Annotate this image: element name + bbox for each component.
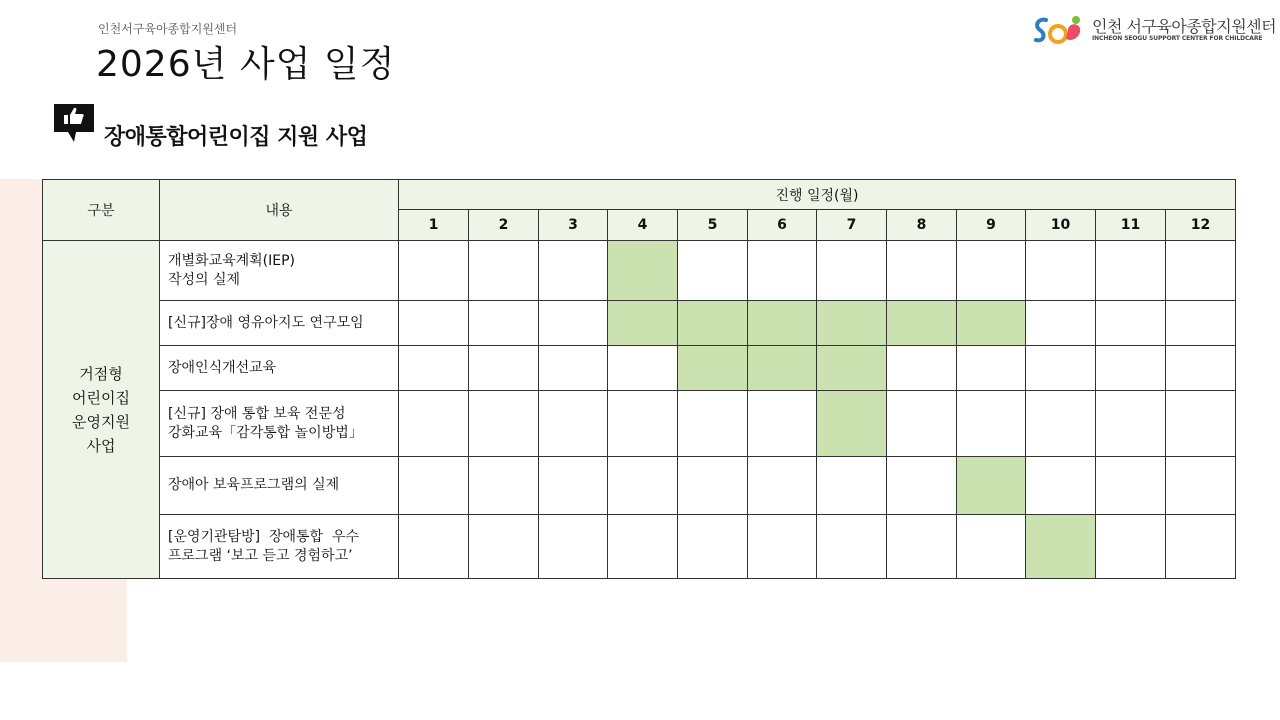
org-name-small: 인천서구육아종합지원센터	[98, 22, 238, 36]
schedule-cell-active	[887, 301, 957, 346]
schedule-cell	[1096, 241, 1166, 301]
schedule-cell	[399, 391, 469, 457]
schedule-cell	[957, 346, 1026, 391]
schedule-cell	[399, 457, 469, 515]
schedule-cell	[678, 457, 748, 515]
schedule-cell	[887, 391, 957, 457]
schedule-cell	[1026, 346, 1096, 391]
schedule-cell	[608, 457, 678, 515]
schedule-cell	[1026, 457, 1096, 515]
schedule-cell	[1166, 301, 1236, 346]
schedule-cell	[817, 515, 887, 579]
content-cell: [운영기관탐방] 장애통합 우수 프로그램 ‘보고 듣고 경험하고’	[160, 515, 399, 579]
month-header-9: 9	[957, 210, 1026, 241]
schedule-cell	[469, 241, 539, 301]
schedule-cell	[1096, 391, 1166, 457]
schedule-cell	[887, 241, 957, 301]
schedule-cell	[539, 346, 608, 391]
schedule-cell	[678, 241, 748, 301]
schedule-cell	[469, 391, 539, 457]
schedule-cell	[399, 515, 469, 579]
schedule-cell	[817, 457, 887, 515]
logo-text: 인천 서구육아종합지원센터	[1092, 17, 1277, 36]
schedule-cell	[817, 241, 887, 301]
month-header-6: 6	[748, 210, 817, 241]
content-cell: 장애아 보육프로그램의 실제	[160, 457, 399, 515]
schedule-cell	[469, 457, 539, 515]
schedule-cell	[399, 241, 469, 301]
month-header-4: 4	[608, 210, 678, 241]
schedule-cell	[1096, 301, 1166, 346]
month-header-3: 3	[539, 210, 608, 241]
schedule-cell	[957, 391, 1026, 457]
table-row	[43, 301, 1236, 346]
schedule-cell	[608, 515, 678, 579]
schedule-cell-active	[748, 301, 817, 346]
schedule-cell	[608, 391, 678, 457]
schedule-table	[42, 179, 1236, 579]
schedule-cell	[748, 391, 817, 457]
schedule-cell	[887, 515, 957, 579]
schedule-cell	[678, 515, 748, 579]
category-cell: 거점형 어린이집 운영지원 사업	[43, 241, 160, 579]
table-row	[43, 457, 1236, 515]
schedule-cell	[399, 346, 469, 391]
schedule-cell	[748, 241, 817, 301]
month-header-11: 11	[1096, 210, 1166, 241]
schedule-cell	[678, 391, 748, 457]
schedule-cell-active	[1026, 515, 1096, 579]
content-cell: 장애인식개선교육	[160, 346, 399, 391]
schedule-cell-active	[957, 457, 1026, 515]
schedule-cell	[1166, 391, 1236, 457]
month-header-5: 5	[678, 210, 748, 241]
schedule-cell	[1166, 457, 1236, 515]
schedule-cell	[608, 346, 678, 391]
schedule-cell	[469, 301, 539, 346]
schedule-cell	[539, 301, 608, 346]
month-header-7: 7	[817, 210, 887, 241]
schedule-cell-active	[678, 346, 748, 391]
month-header-2: 2	[469, 210, 539, 241]
schedule-cell-active	[748, 346, 817, 391]
logo-mark-icon	[1032, 12, 1090, 48]
schedule-cell	[469, 515, 539, 579]
schedule-cell	[1166, 241, 1236, 301]
schedule-cell-active	[678, 301, 748, 346]
schedule-cell	[748, 515, 817, 579]
schedule-cell	[539, 515, 608, 579]
section-title: 장애통합어린이집 지원 사업	[104, 125, 368, 150]
schedule-cell	[539, 391, 608, 457]
month-header-10: 10	[1026, 210, 1096, 241]
schedule-cell	[1166, 346, 1236, 391]
schedule-cell	[399, 301, 469, 346]
schedule-cell-active	[817, 301, 887, 346]
schedule-cell	[469, 346, 539, 391]
schedule-cell	[1026, 391, 1096, 457]
table-row	[43, 391, 1236, 457]
schedule-cell	[1096, 346, 1166, 391]
schedule-cell	[748, 457, 817, 515]
schedule-cell-active	[817, 346, 887, 391]
schedule-cell	[1096, 515, 1166, 579]
header-category: 구분	[43, 180, 160, 241]
schedule-cell	[1026, 241, 1096, 301]
schedule-cell	[539, 241, 608, 301]
table-row	[43, 515, 1236, 579]
schedule-cell	[957, 241, 1026, 301]
schedule-cell	[1026, 301, 1096, 346]
thumbs-up-icon	[52, 102, 96, 144]
schedule-cell-active	[608, 301, 678, 346]
logo-subtext: INCHEON SEOGU SUPPORT CENTER FOR CHILDCARE	[1092, 35, 1263, 42]
schedule-cell-active	[957, 301, 1026, 346]
content-cell: 개별화교육계획(IEP) 작성의 실제	[160, 241, 399, 301]
schedule-cell	[1166, 515, 1236, 579]
center-logo	[1032, 12, 1277, 48]
header-schedule: 진행 일정(월)	[399, 180, 1236, 210]
schedule-cell	[957, 515, 1026, 579]
schedule-cell	[1096, 457, 1166, 515]
month-header-12: 12	[1166, 210, 1236, 241]
schedule-cell	[887, 457, 957, 515]
content-cell: [신규] 장애 통합 보육 전문성 강화교육「감각통합 놀이방법」	[160, 391, 399, 457]
month-header-8: 8	[887, 210, 957, 241]
content-cell: [신규]장애 영유아지도 연구모임	[160, 301, 399, 346]
schedule-cell	[887, 346, 957, 391]
table-row	[43, 241, 1236, 301]
schedule-cell	[539, 457, 608, 515]
month-header-1: 1	[399, 210, 469, 241]
schedule-cell-active	[817, 391, 887, 457]
page-title: 2026년 사업 일정	[96, 44, 396, 85]
table-row	[43, 346, 1236, 391]
header-content: 내용	[160, 180, 399, 241]
schedule-cell-active	[608, 241, 678, 301]
